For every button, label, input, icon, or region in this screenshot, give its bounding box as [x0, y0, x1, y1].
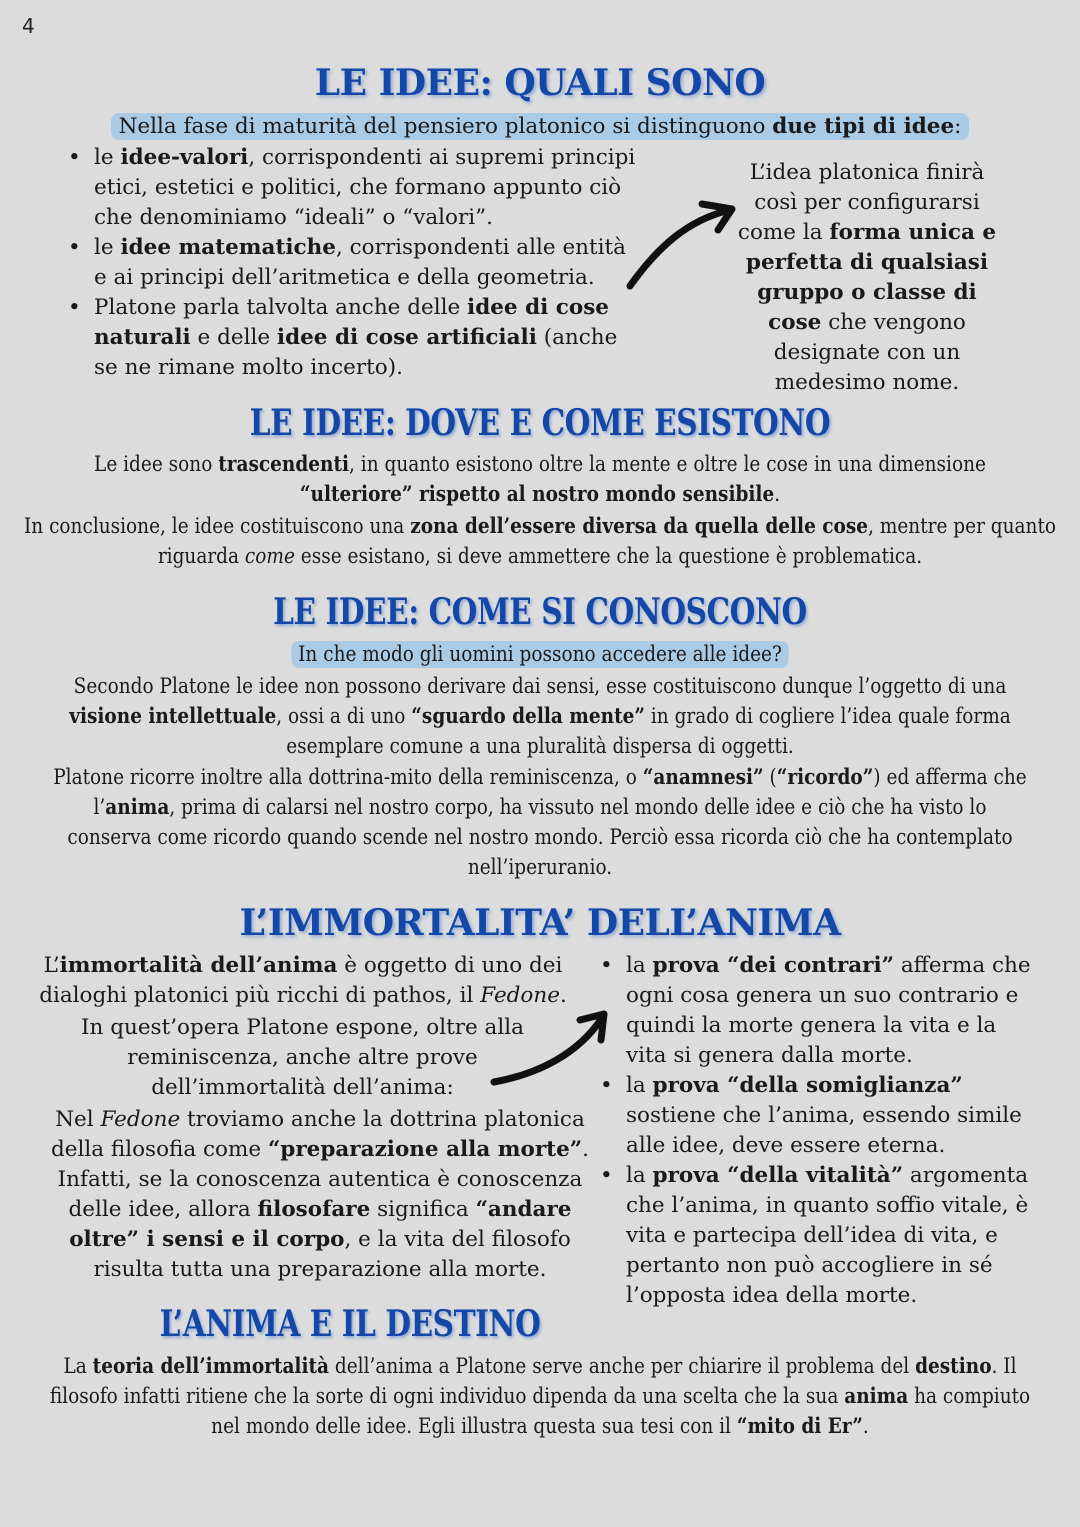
section-title-anima-destino: L’ANIMA E IL DESTINO: [159, 1303, 541, 1345]
section4-left-paragraph-1: L’immortalità dell’anima è oggetto di uno dei dialoghi platonici più ricchi di pathos, il Fedone.: [39, 953, 567, 1008]
section-title-immortalita-anima: L’IMMORTALITA’ DELL’ANIMA: [239, 902, 841, 944]
section2-paragraph-1: Le idee sono trascendenti, in quanto esistono oltre la mente e oltre le cose in una dimensione “ulteriore” rispetto al nostro mondo sensibile.: [94, 452, 986, 507]
section3-paragraph-1: Secondo Platone le idee non possono derivare dai sensi, esse costituiscono dunque l’oggetto di una visione intellettuale, ossi a di uno “sguardo della mente” in grado di cogliere l’idea quale forma esemplare comune a una pluralità dispersa di oggetti.: [69, 674, 1011, 759]
section4-left-paragraph-2: In quest’opera Platone espone, oltre alla reminiscenza, anche altre prove dell’immortalità dell’anima:: [81, 1015, 524, 1100]
curved-arrow-icon: [622, 198, 742, 293]
section1-idea-types-list: [60, 143, 645, 383]
section2-paragraph-2: In conclusione, le idee costituiscono una zona dell’essere diversa da quella delle cose, mentre per quanto riguarda come esse esistano, si deve ammettere che la questione è problematica.: [23, 514, 1057, 569]
list-item: • la prova “della somiglianza” sostiene che l’anima, essendo simile alle idee, deve essere eterna.: [592, 1071, 1032, 1161]
section1-intro: [0, 112, 1080, 142]
highlighted-question: In che modo gli uomini possono accedere alle idee?: [291, 641, 789, 668]
page-number: 4: [22, 14, 35, 38]
highlighted-intro: Nella fase di maturità del pensiero platonico si distinguono due tipi di idee:: [111, 113, 970, 140]
section-title-dove-come-esistono: LE IDEE: DOVE E COME ESISTONO: [249, 402, 831, 444]
section4-left-paragraph-3: Nel Fedone troviamo anche la dottrina platonica della filosofia come “preparazione alla morte”. Infatti, se la conoscenza autentica è conoscenza delle idee, allora filosofare significa “andare oltre” i sensi e il corpo, e la vita del filosofo risulta tutta una preparazione alla morte.: [50, 1107, 589, 1282]
section3-paragraph-2: Platone ricorre inoltre alla dottrina-mito della reminiscenza, o “anamnesi” (“ricordo”) ed afferma che l’anima, prima di calarsi nel nostro corpo, ha vissuto nel mondo delle idee e ciò che ha visto lo conserva come ricordo quando scende nel nostro mondo. Perciò essa ricorda ciò che ha contemplato nell’iperuranio.: [53, 765, 1027, 880]
section-title-come-si-conoscono: LE IDEE: COME SI CONOSCONO: [273, 591, 807, 633]
section5-paragraph: La teoria dell’immortalità dell’anima a Platone serve anche per chiarire il problema del destino. Il filosofo infatti ritiene che la sorte di ogni individuo dipenda da una scelta che la sua anima ha compiuto nel mondo delle idee. Egli illustra questa sua tesi con il “mito di Er”.: [49, 1354, 1031, 1439]
list-item: • le idee matematiche, corrispondenti alle entità e ai principi dell’aritmetica e della geometria.: [60, 233, 645, 293]
section1-side-note: L’idea platonica finirà così per configurarsi come la forma unica e perfetta di qualsiasi gruppo o classe di cose che vengono designate con un medesimo nome.: [737, 160, 997, 395]
section4-proofs-list: [592, 951, 1032, 1311]
list-item: • la prova “della vitalità” argomenta che l’anima, in quanto soffio vitale, è vita e partecipa dell’idea di vita, e pertanto non può accogliere in sé l’opposta idea della morte.: [592, 1161, 1032, 1311]
section3-question: [76, 640, 1005, 670]
list-item: • la prova “dei contrari” afferma che ogni cosa genera un suo contrario e quindi la morte genera la vita e la vita si genera dalla morte.: [592, 951, 1032, 1071]
section-title-quali-sono: LE IDEE: QUALI SONO: [314, 62, 766, 104]
list-item: • le idee-valori, corrispondenti ai supremi principi etici, estetici e politici, che formano appunto ciò che denominiamo “ideali” o “valori”.: [60, 143, 645, 233]
list-item: • Platone parla talvolta anche delle idee di cose naturali e delle idee di cose artificiali (anche se ne rimane molto incerto).: [60, 293, 645, 383]
